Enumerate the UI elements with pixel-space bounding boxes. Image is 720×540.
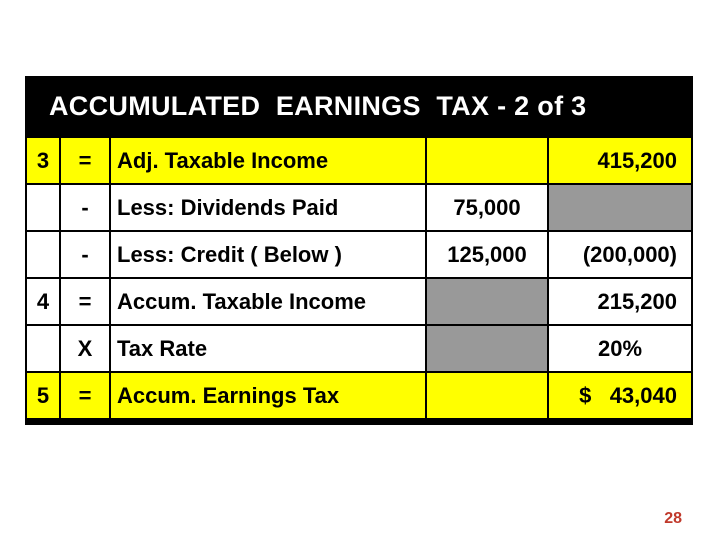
row-step — [27, 185, 59, 230]
row-amount-b: 20% — [549, 326, 691, 371]
table-title: ACCUMULATED EARNINGS TAX - 2 of 3 — [49, 91, 587, 121]
row-operator: - — [61, 185, 109, 230]
row-amount-a: 75,000 — [427, 185, 547, 230]
row-step: 4 — [27, 279, 59, 324]
row-amount-b — [549, 185, 691, 230]
row-operator: = — [61, 373, 109, 418]
tax-table — [25, 76, 693, 425]
row-operator: - — [61, 232, 109, 277]
row-amount-a — [427, 373, 547, 418]
row-amount-a — [427, 138, 547, 183]
row-amount-b: (200,000) — [549, 232, 691, 277]
row-amount-b: $ 43,040 — [549, 373, 691, 418]
row-amount-b: 215,200 — [549, 279, 691, 324]
row-step — [27, 326, 59, 371]
row-operator: X — [61, 326, 109, 371]
row-step: 5 — [27, 373, 59, 418]
row-amount-b: 415,200 — [549, 138, 691, 183]
row-amount-a — [427, 326, 547, 371]
row-operator: = — [61, 138, 109, 183]
row-label: Tax Rate — [111, 326, 425, 371]
row-operator: = — [61, 279, 109, 324]
row-label: Less: Dividends Paid — [111, 185, 425, 230]
row-amount-a: 125,000 — [427, 232, 547, 277]
row-label: Adj. Taxable Income — [111, 138, 425, 183]
row-label: Accum. Taxable Income — [111, 279, 425, 324]
page-number: 28 — [664, 510, 682, 527]
row-label: Accum. Earnings Tax — [111, 373, 425, 418]
row-label: Less: Credit ( Below ) — [111, 232, 425, 277]
row-step — [27, 232, 59, 277]
row-step: 3 — [27, 138, 59, 183]
row-amount-a — [427, 279, 547, 324]
